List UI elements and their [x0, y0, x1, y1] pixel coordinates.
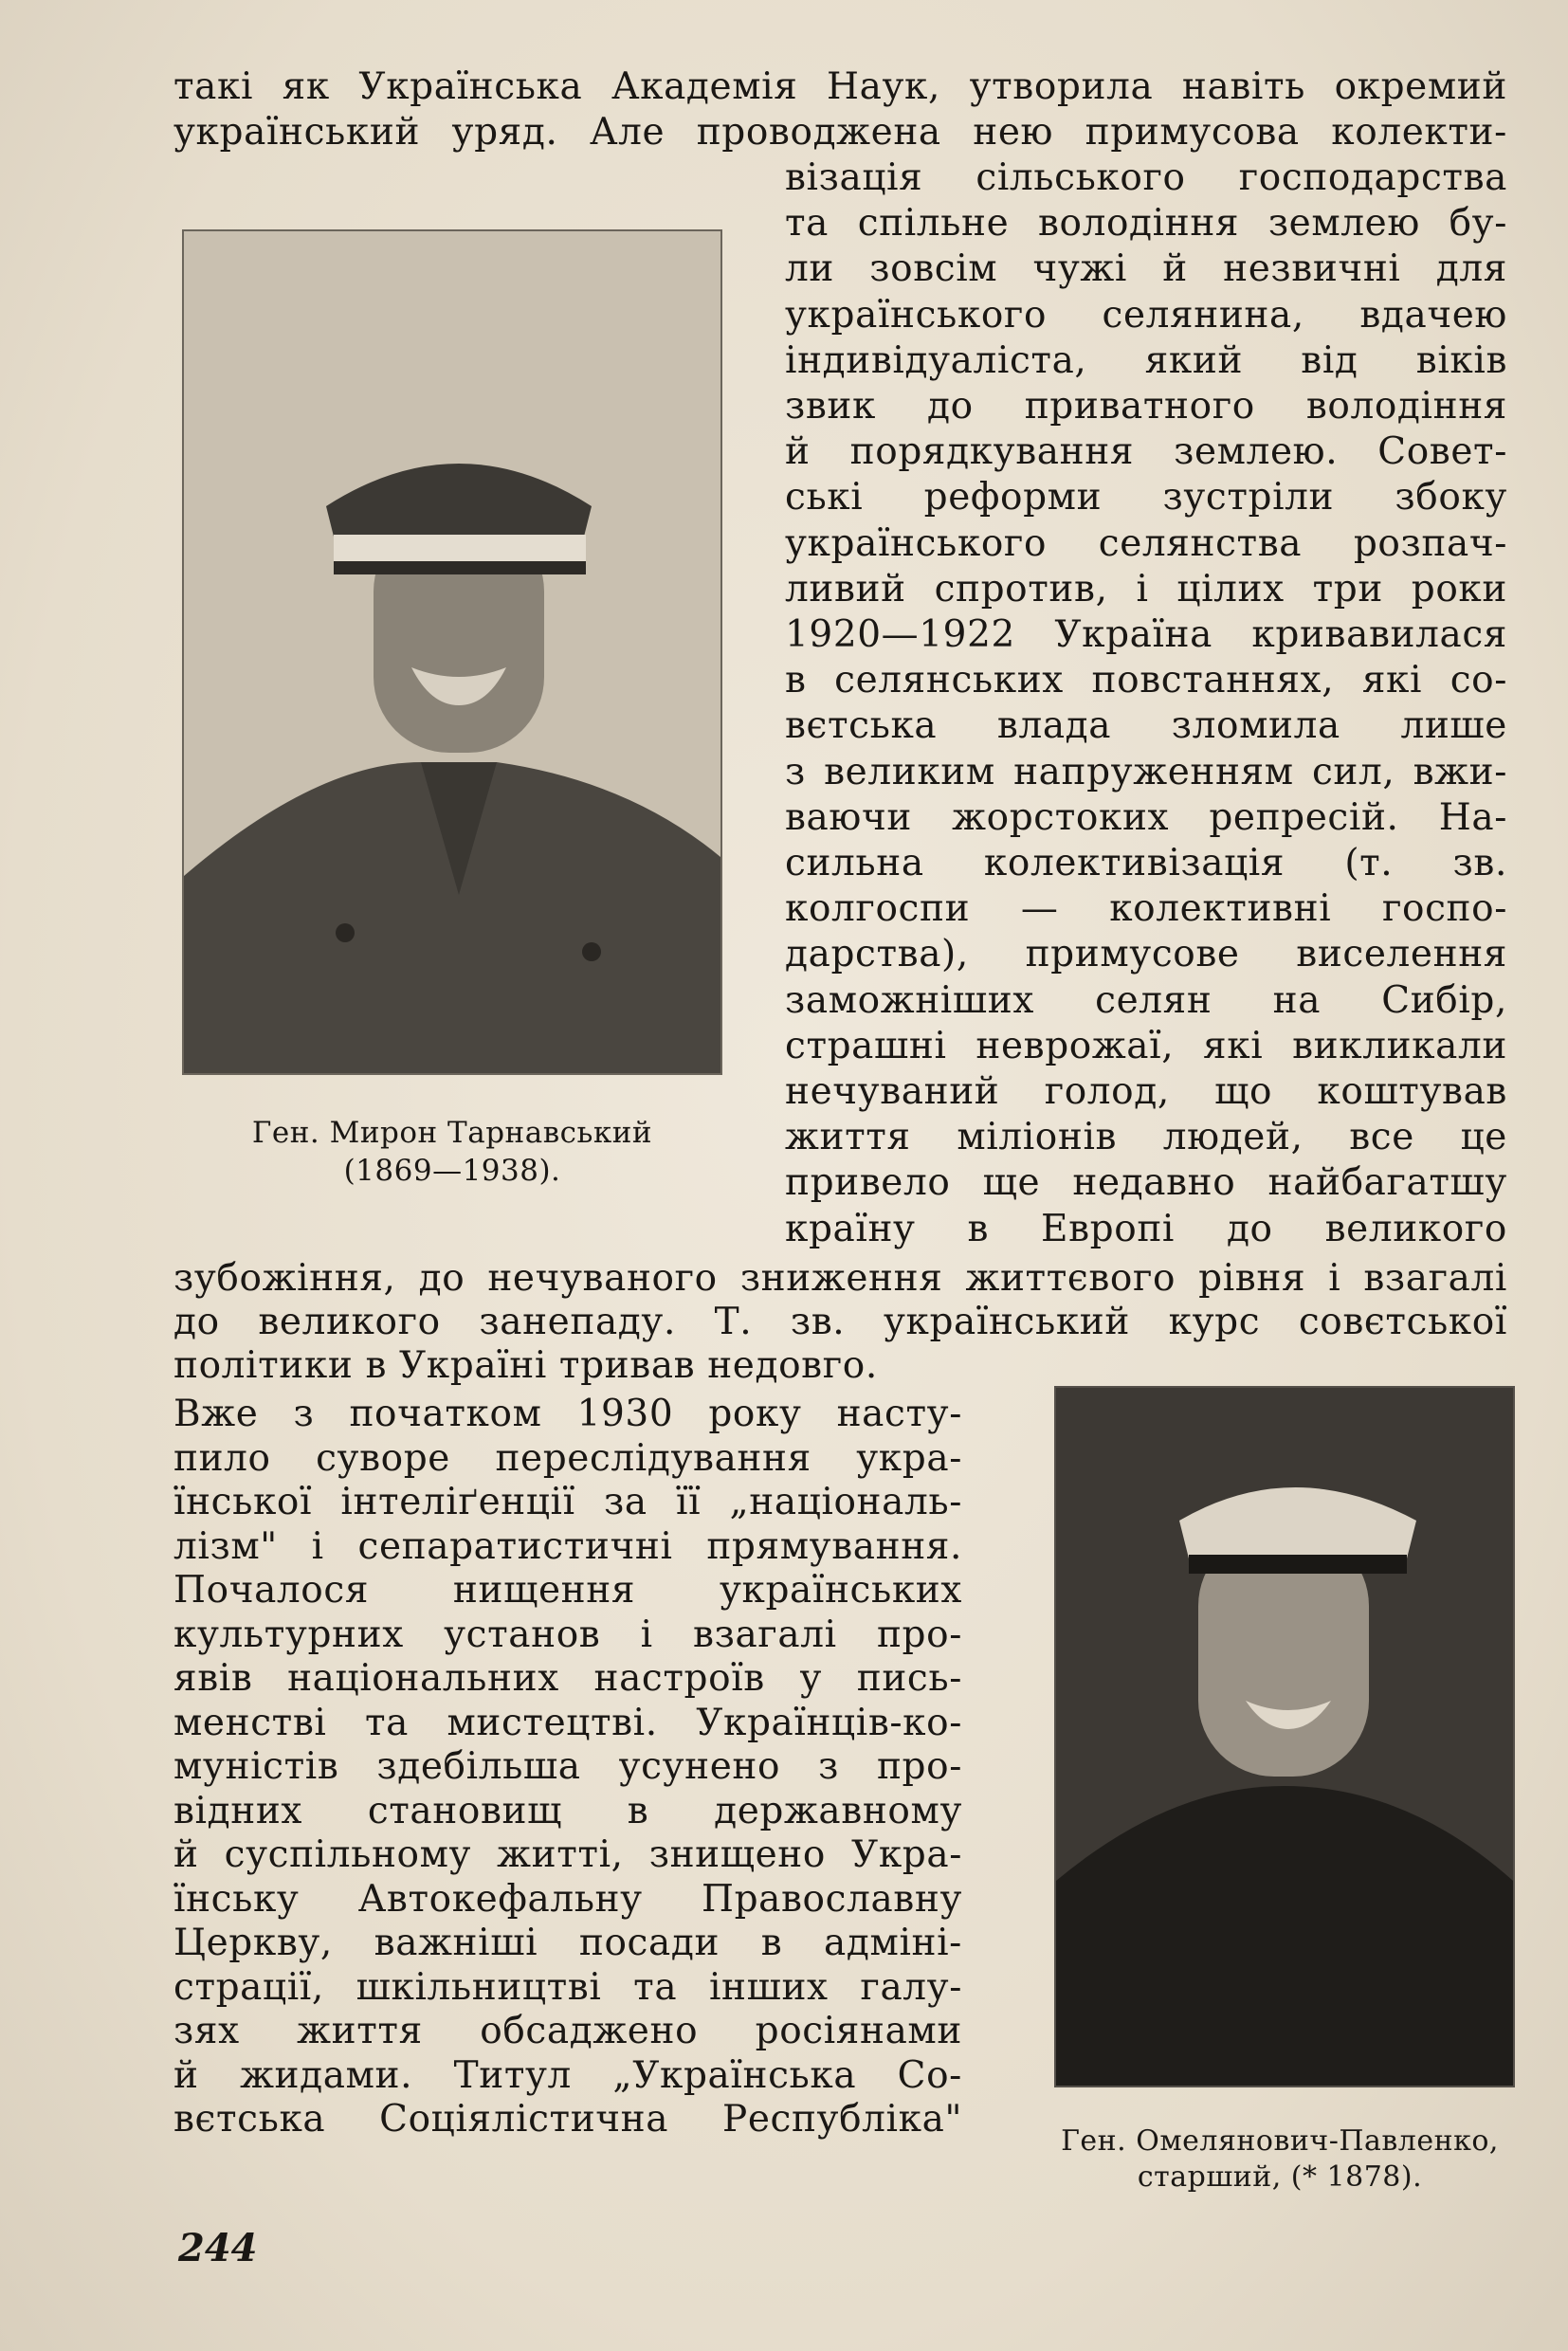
text-line: й суспільному житті, знищено Укра-	[173, 1833, 962, 1876]
text-line: лізм" і сепаратистичні прямування.	[173, 1524, 962, 1568]
text-line: українського селянства розпач-	[785, 521, 1507, 565]
text-line: й жидами. Титул „Українська Со-	[173, 2053, 962, 2097]
portrait-omelianovych-pavlenko	[1054, 1386, 1515, 2087]
text-line: країну в Европі до великого	[785, 1207, 1507, 1250]
text-line: їнську Автокефальну Православну	[173, 1877, 962, 1921]
text-line: й порядкування землею. Совет-	[785, 430, 1507, 474]
text-line: нечуваний голод, що коштував	[785, 1070, 1507, 1113]
text-line: та спільне володіння землею бу-	[785, 202, 1507, 246]
text-line: зях життя обсаджено росіянами	[173, 2010, 962, 2052]
caption-tarnavsky	[173, 1114, 732, 1190]
text-line: Церкву, важніші посади в адміні-	[173, 1922, 962, 1964]
text-line: вєтська Соціялістична Республіка"	[173, 2098, 962, 2141]
text-line: індивідуаліста, який від віків	[785, 338, 1507, 382]
text-line: заможніших селян на Сибір,	[785, 978, 1507, 1022]
text-line: привело ще недавно найбагатшу	[785, 1161, 1507, 1205]
caption-omelianovych-pavlenko-dates: старший, (* 1878).	[1137, 2160, 1423, 2194]
page-number: 244	[178, 2226, 258, 2270]
text-line: з великим напруженням сил, вжи-	[785, 750, 1507, 793]
text-line: 1920—1922 Україна кривавилася	[785, 613, 1507, 656]
text-line: їнської інтеліґенції за її „національ-	[173, 1481, 962, 1523]
text-line: культурних установ і взагалі про-	[173, 1613, 962, 1656]
text-line: муністів здебільша усунено з про-	[173, 1745, 962, 1788]
text-line: Вже з початком 1930 року насту-	[173, 1393, 962, 1435]
text-line: вєтська влада зломила лише	[785, 704, 1507, 748]
text-line: до великого занепаду. Т. зв. український курс совєтської	[173, 1301, 1507, 1343]
caption-tarnavsky-dates: (1869—1938).	[343, 1154, 561, 1188]
text-line: такі як Українська Академія Наук, утворила навіть окремий	[173, 65, 1507, 108]
text-line: Почалося нищення українських	[173, 1569, 962, 1612]
text-line: колгоспи — колективні госпо-	[785, 887, 1507, 931]
text-line: ливий спротив, і цілих три роки	[785, 567, 1507, 611]
text-line: українського селянина, вдачею	[785, 293, 1507, 337]
text-line: візація сільського господарства	[785, 156, 1507, 199]
text-line: зубожіння, до нечуваного зниження життєвого рівня і взагалі	[173, 1257, 1507, 1300]
portrait-tarnavsky-drawing	[184, 231, 720, 1073]
text-line: страції, шкільництві та інших галу-	[173, 1965, 962, 2009]
text-line: ваючи жорстоких репресій. На-	[785, 795, 1507, 839]
text-line: дарства), примусове виселення	[785, 933, 1507, 976]
portrait-omelianovych-pavlenko-drawing	[1056, 1388, 1513, 2086]
text-line: в селянських повстаннях, які со-	[785, 659, 1507, 702]
text-line: сильна колективізація (т. зв.	[785, 842, 1507, 884]
text-line: відних становищ в державному	[173, 1789, 962, 1832]
text-line: життя міліонів людей, все це	[785, 1116, 1507, 1159]
text-line: політики в Україні тривав недовго.	[173, 1344, 878, 1387]
caption-omelianovych-pavlenko-name: Ген. Омелянович-Павленко,	[1061, 2124, 1499, 2158]
text-line: ли зовсім чужі й незвичні для	[785, 247, 1507, 291]
caption-omelianovych-pavlenko	[1024, 2123, 1536, 2196]
text-line: ські реформи зустріли збоку	[785, 476, 1507, 519]
text-line: страшні неврожаї, які викликали	[785, 1024, 1507, 1067]
caption-tarnavsky-name: Ген. Мирон Тарнавський	[251, 1116, 653, 1150]
text-line: явів національних настроїв у пись-	[173, 1657, 962, 1700]
text-line: український уряд. Але проводжена нею примусова колекти-	[173, 111, 1507, 154]
text-line: пило суворе переслідування укра-	[173, 1436, 962, 1480]
text-line: менстві та мистецтві. Українців-ко-	[173, 1701, 962, 1744]
portrait-tarnavsky	[182, 229, 722, 1075]
text-line: звик до приватного володіння	[785, 385, 1507, 428]
